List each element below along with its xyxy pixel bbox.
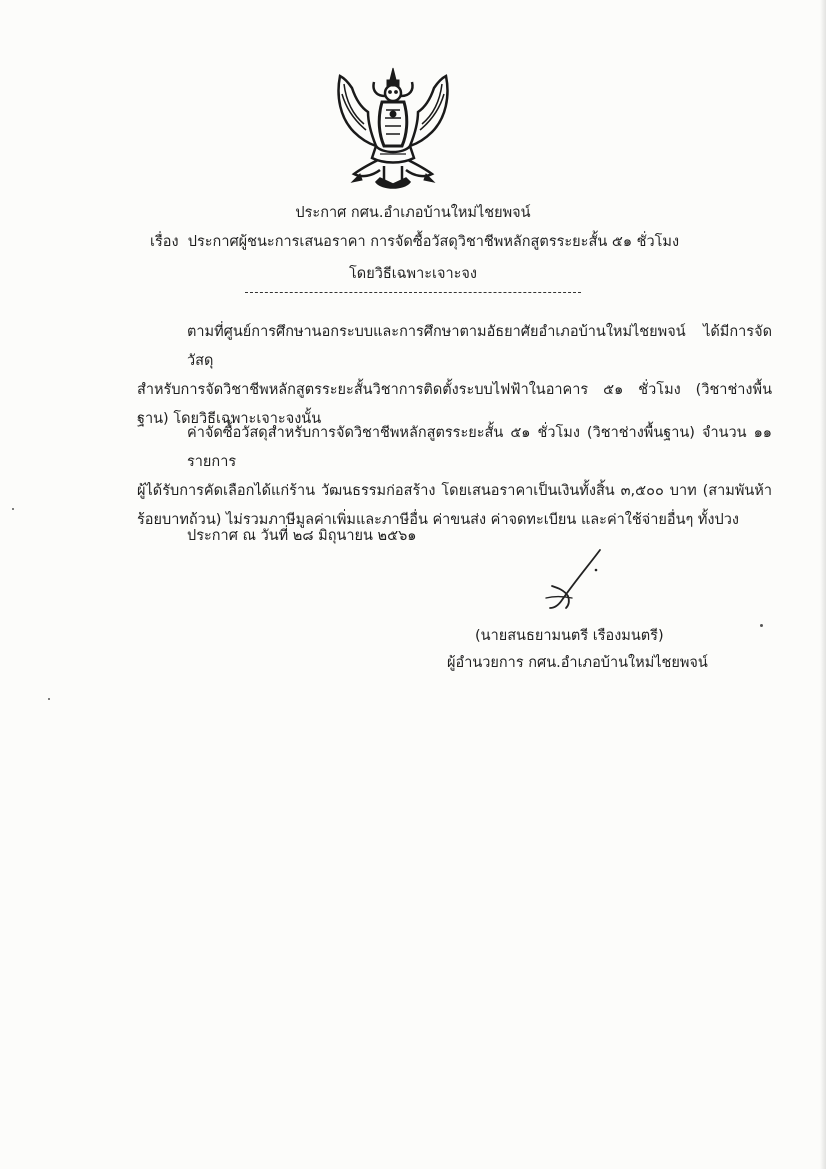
scan-edge-shadow <box>820 0 826 1169</box>
procurement-method: โดยวิธีเฉพาะเจาะจง <box>349 266 477 282</box>
announcement-title: ประกาศ กศน.อำเภอบ้านใหม่ไชยพจน์ <box>295 205 531 221</box>
paragraph-1-first-line: ตามที่ศูนย์การศึกษานอกระบบและการศึกษาตามอัธยาศัยอำเภอบ้านใหม่ไชยพจน์ ได้มีการจัดวัสดุ <box>187 324 772 369</box>
scan-speck <box>12 508 14 510</box>
subject-text: ประกาศผู้ชนะการเสนอราคา การจัดซื้อวัสดุวิชาชีพหลักสูตรระยะสั้น ๕๑ ชั่วโมง <box>187 234 680 250</box>
scan-speck <box>48 698 50 700</box>
garuda-emblem <box>332 66 454 192</box>
handwritten-signature <box>538 546 608 616</box>
announcement-subject-line <box>150 230 679 253</box>
scan-speck <box>760 624 763 627</box>
signer-name: (นายสนธยามนตรี เรืองมนตรี) <box>475 628 664 644</box>
paragraph-2-first-line: ค่าจัดซื้อวัสดุสำหรับการจัดวิชาชีพหลักสูตรระยะสั้น ๕๑ ชั่วโมง (วิชาช่างพื้นฐาน) จำนวน ๑๑ รายการ <box>187 425 772 470</box>
subject-label: เรื่อง <box>150 234 179 250</box>
announcement-date: ประกาศ ณ วันที่ ๒๘ มิถุนายน ๒๕๖๑ <box>187 528 417 544</box>
paragraph-1-continuation: สำหรับการจัดวิชาชีพหลักสูตรระยะสั้นวิชาการติดตั้งระบบไฟฟ้าในอาคาร ๕๑ ชั่วโมง (วิชาช่างพื้นฐาน) โดยวิธีเฉพาะเจาะจงนั้น <box>137 382 772 427</box>
body-paragraph-2 <box>137 419 772 535</box>
body-paragraph-1 <box>137 318 772 434</box>
separator-line <box>245 292 581 293</box>
signer-position: ผู้อำนวยการ กศน.อำเภอบ้านใหม่ไชยพจน์ <box>447 655 708 671</box>
paragraph-2-continuation: ผู้ได้รับการคัดเลือกได้แก่ร้าน วัฒนธรรมก่อสร้าง โดยเสนอราคาเป็นเงินทั้งสิ้น ๓,๕๐๐ บาท (สามพันห้าร้อยบาทถ้วน) ไม่รวมภาษีมูลค่าเพิ่มและภาษีอื่น ค่าขนส่ง ค่าจดทะเบียน และค่าใช้จ่ายอื่นๆ ทั้งปวง <box>137 483 772 528</box>
